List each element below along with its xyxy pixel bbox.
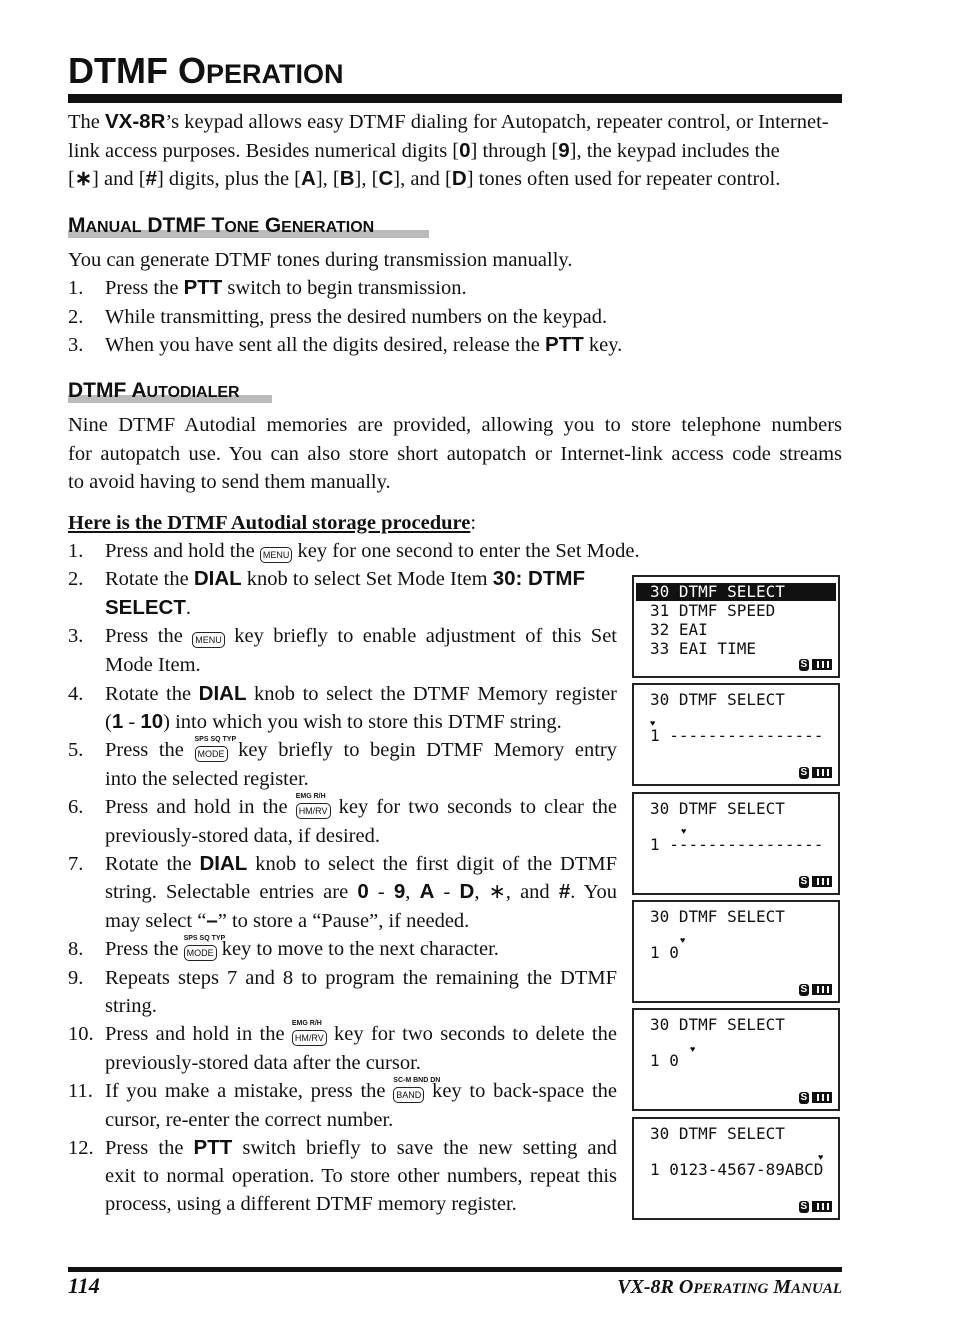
hm-rv-key-icon: EMG R/H HM/RV — [292, 1021, 327, 1050]
cursor-icon: ♥ — [690, 1044, 696, 1054]
intro-paragraph: The VX-8R’s keypad allows easy DTMF dialing for Autopatch, repeater control, or Internet- link access purposes. Besides numerical digits [0] through [9], the keypad includes the [∗] and [#] digits, plus the [A], [B], [C], and [D] tones often used for repeater control. — [68, 110, 829, 191]
manual-intro: You can generate DTMF tones during transmission manually. — [68, 249, 573, 271]
autodialer-paragraph: Nine DTMF Autodial memories are provided, allowing you to store telephone numbers for autopatch use. You can also store short autopatch or Internet-link access code streams to avoid having to send them manually. — [68, 414, 842, 494]
lcd-display-clear: 30 DTMF SELECT ♥ 1 ---------------- S — [632, 792, 840, 895]
cursor-icon: ♥ — [818, 1152, 824, 1162]
battery-icon: S — [799, 984, 832, 996]
hm-rv-key-icon: EMG R/H HM/RV — [296, 794, 331, 823]
title-rule — [68, 94, 842, 103]
page-title: DTMF OPERATION — [68, 50, 344, 91]
battery-icon: S — [799, 1092, 832, 1104]
battery-icon: S — [799, 1201, 832, 1213]
battery-icon: S — [799, 876, 832, 888]
lcd-display-menu: 30 DTMF SELECT 31 DTMF SPEED 32 EAI 33 EAI TIME S — [632, 575, 840, 678]
footer-rule — [68, 1267, 842, 1272]
manual-title: VX-8R OPERATING MANUAL — [617, 1276, 842, 1298]
section-heading-autodialer: DTMF AUTODIALER — [68, 379, 240, 402]
battery-icon: S — [799, 767, 832, 779]
lcd-display-first-digit: 30 DTMF SELECT ♥ 1 0 S — [632, 900, 840, 1003]
menu-key-icon: MENU — [260, 538, 293, 567]
lcd-display-register: 30 DTMF SELECT ♥ 1 ---------------- S — [632, 683, 840, 786]
cursor-icon: ♥ — [681, 826, 687, 836]
mode-key-icon: SPS SQ TYP MODE — [195, 737, 228, 766]
cursor-icon: ♥ — [680, 935, 686, 945]
battery-icon: S — [799, 659, 832, 671]
mode-key-icon: SPS SQ TYP MODE — [184, 936, 217, 965]
cursor-icon: ♥ — [650, 718, 656, 728]
menu-key-icon: MENU — [192, 623, 225, 652]
lcd-display-next-char: 30 DTMF SELECT ♥ 1 0 S — [632, 1008, 840, 1111]
band-key-icon: SC-M BND DN BAND — [393, 1078, 424, 1107]
page-number: 114 — [68, 1273, 100, 1298]
lcd-display-complete: 30 DTMF SELECT ♥ 1 0123-4567-89ABCD S — [632, 1117, 840, 1220]
procedure-label: Here is the DTMF Autodial storage procedure: — [68, 512, 477, 534]
section-heading-manual: MANUAL DTMF TONE GENERATION — [68, 214, 375, 237]
